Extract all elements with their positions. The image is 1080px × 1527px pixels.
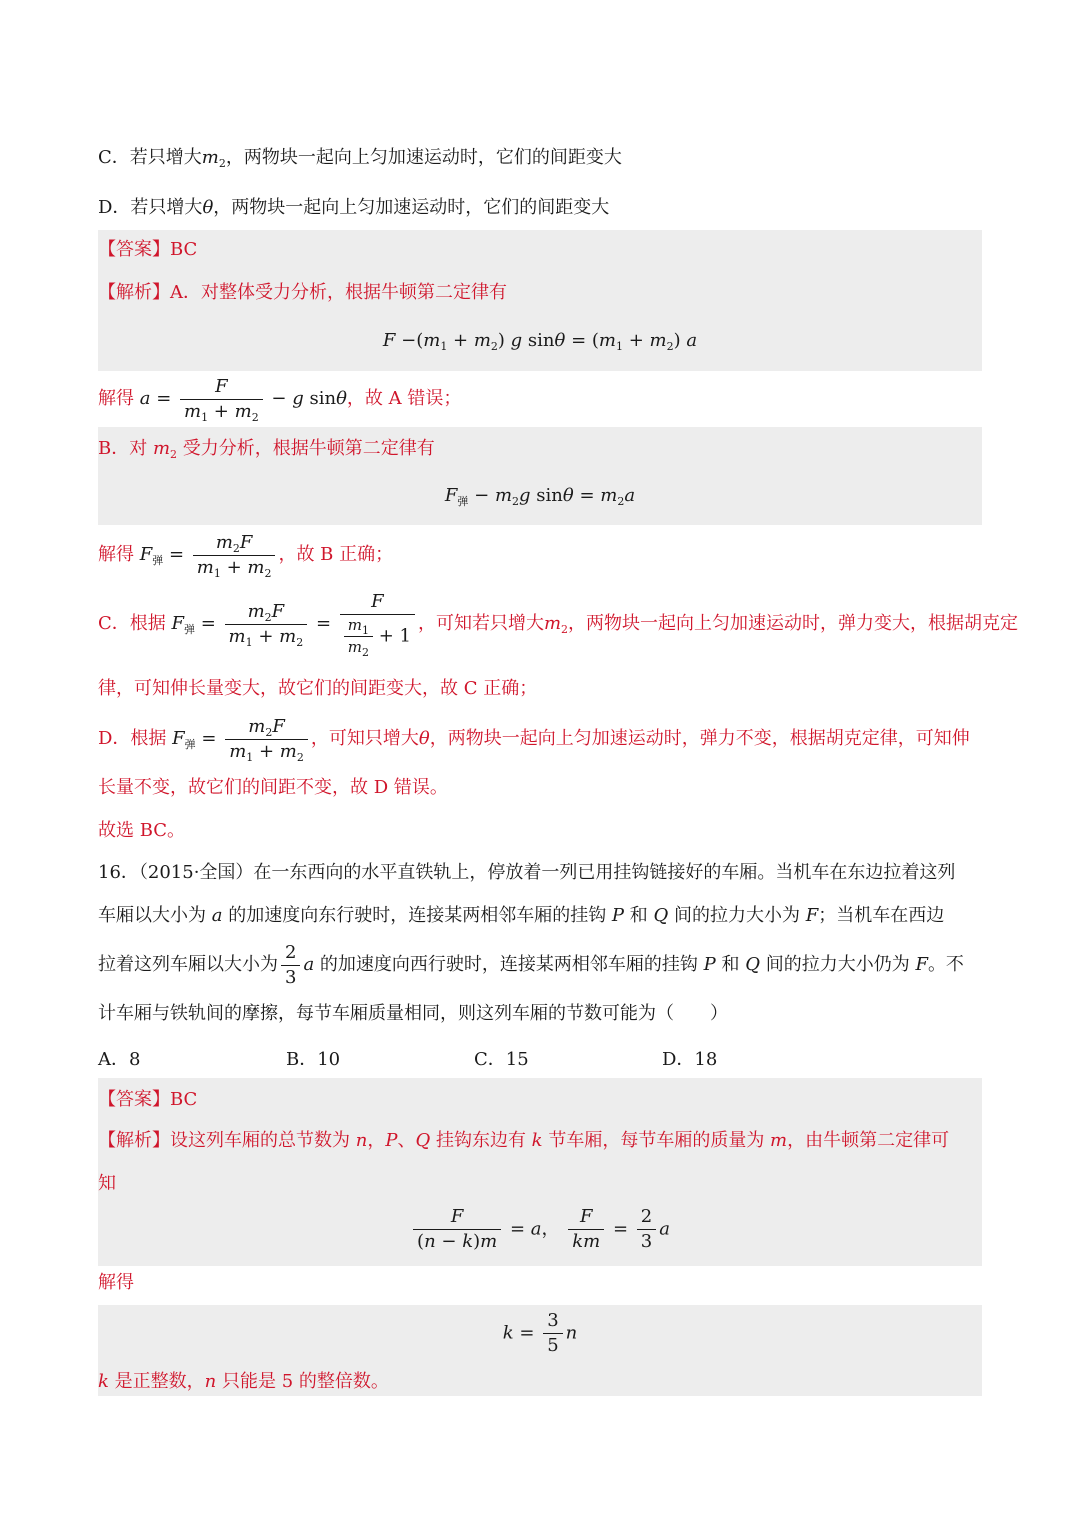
q15-answer: 【答案】BC	[98, 239, 198, 260]
q16-stem-1: 16．（2015·全国）在一东西向的水平直铁轨上，停放着一列已用挂钩链接好的车厢。当机车在东边拉着这列	[98, 862, 956, 883]
q16-option-d: D．18	[662, 1049, 718, 1070]
q15-equation-1: $F -(m_1 + m_2)$ g $\sin\theta = (m_1 + m_2)$ a	[382, 330, 698, 353]
q15-analysis-d-2: 长量不变，故它们的间距不变，故 D 错误。	[98, 777, 448, 798]
q16-equation-2: k = $\frac{3}{5}$ n	[502, 1310, 578, 1356]
q16-equation-1: $\frac{F}{(n - k)m}$ = a， $\frac{F}{km}$ = $\frac{2}{3}$ a	[98, 1208, 982, 1251]
q15-solve-b: 解得 $F_弹$ = $\frac{m_2F}{m_1 + m_2}$ ，故 B 正确；	[98, 531, 394, 580]
q15-conclusion: 故选 BC。	[98, 820, 186, 841]
q16-answer: 【答案】BC	[98, 1089, 198, 1110]
q15-analysis-c-1: C．根据 $F_弹$ = $\frac{m_2F}{m_1 + m_2}$ = F $\frac{m_1}{m_2}$ + 1 ，可知若只增大$m_2$，两物块一起向上匀加速运动时，弹力变大，根据胡克定	[98, 591, 1019, 659]
q15-option-d: D．若只增大θ，两物块一起向上匀加速运动时，它们的间距变大	[98, 197, 610, 218]
q16-solve: 解得	[98, 1272, 134, 1293]
q15-analysis-a: 【解析】A．对整体受力分析，根据牛顿第二定律有	[98, 282, 507, 303]
q15-option-c: C．若只增大$m_2$，两物块一起向上匀加速运动时，它们的间距变大	[98, 147, 622, 170]
q16-option-c: C．15	[474, 1049, 529, 1070]
q16-stem-3: 拉着这列车厢以大小为 $\frac{2}{3}$ a 的加速度向西行驶时，连接某两相邻车厢的挂钩 P 和 Q 间的拉力大小仍为 F。不	[98, 941, 964, 988]
q16-analysis-1: 【解析】设这列车厢的总节数为 n，P、Q 挂钩东边有 k 节车厢，每节车厢的质量为 m，由牛顿第二定律可	[98, 1130, 950, 1151]
q16-stem-4: 计车厢与铁轨间的摩擦，每节车厢质量相同，则这列车厢的节数可能为（ ）	[98, 1003, 728, 1024]
q15-analysis-b: B．对 $m_2$ 受力分析，根据牛顿第二定律有	[98, 438, 435, 461]
q15-equation-2: $F_弹 - m_2g$ $\sin\theta = m_2a$	[444, 485, 636, 508]
q16-analysis-2: 知	[98, 1173, 116, 1194]
q15-analysis-d-1: D．根据 $F_弹$ = $\frac{m_2F}{m_1 + m_2}$ ，可知只增大θ，两物块一起向上匀加速运动时，弹力不变，根据胡克定律，可知伸	[98, 715, 970, 764]
q16-conclusion: k 是正整数，n 只能是 5 的整倍数。	[98, 1371, 389, 1392]
q16-stem-2: 车厢以大小为 a 的加速度向东行驶时，连接某两相邻车厢的挂钩 P 和 Q 间的拉力大小为 F；当机车在西边	[98, 905, 945, 926]
q15-analysis-c-2: 律，可知伸长量变大，故它们的间距变大，故 C 正确；	[98, 678, 538, 699]
q16-option-a: A．8	[98, 1049, 141, 1070]
q16-option-b: B．10	[286, 1049, 341, 1070]
q15-solve-a: 解得 a = $\frac{F}{m_1 + m_2}$ − g sinθ，故 A 错误；	[98, 375, 462, 424]
